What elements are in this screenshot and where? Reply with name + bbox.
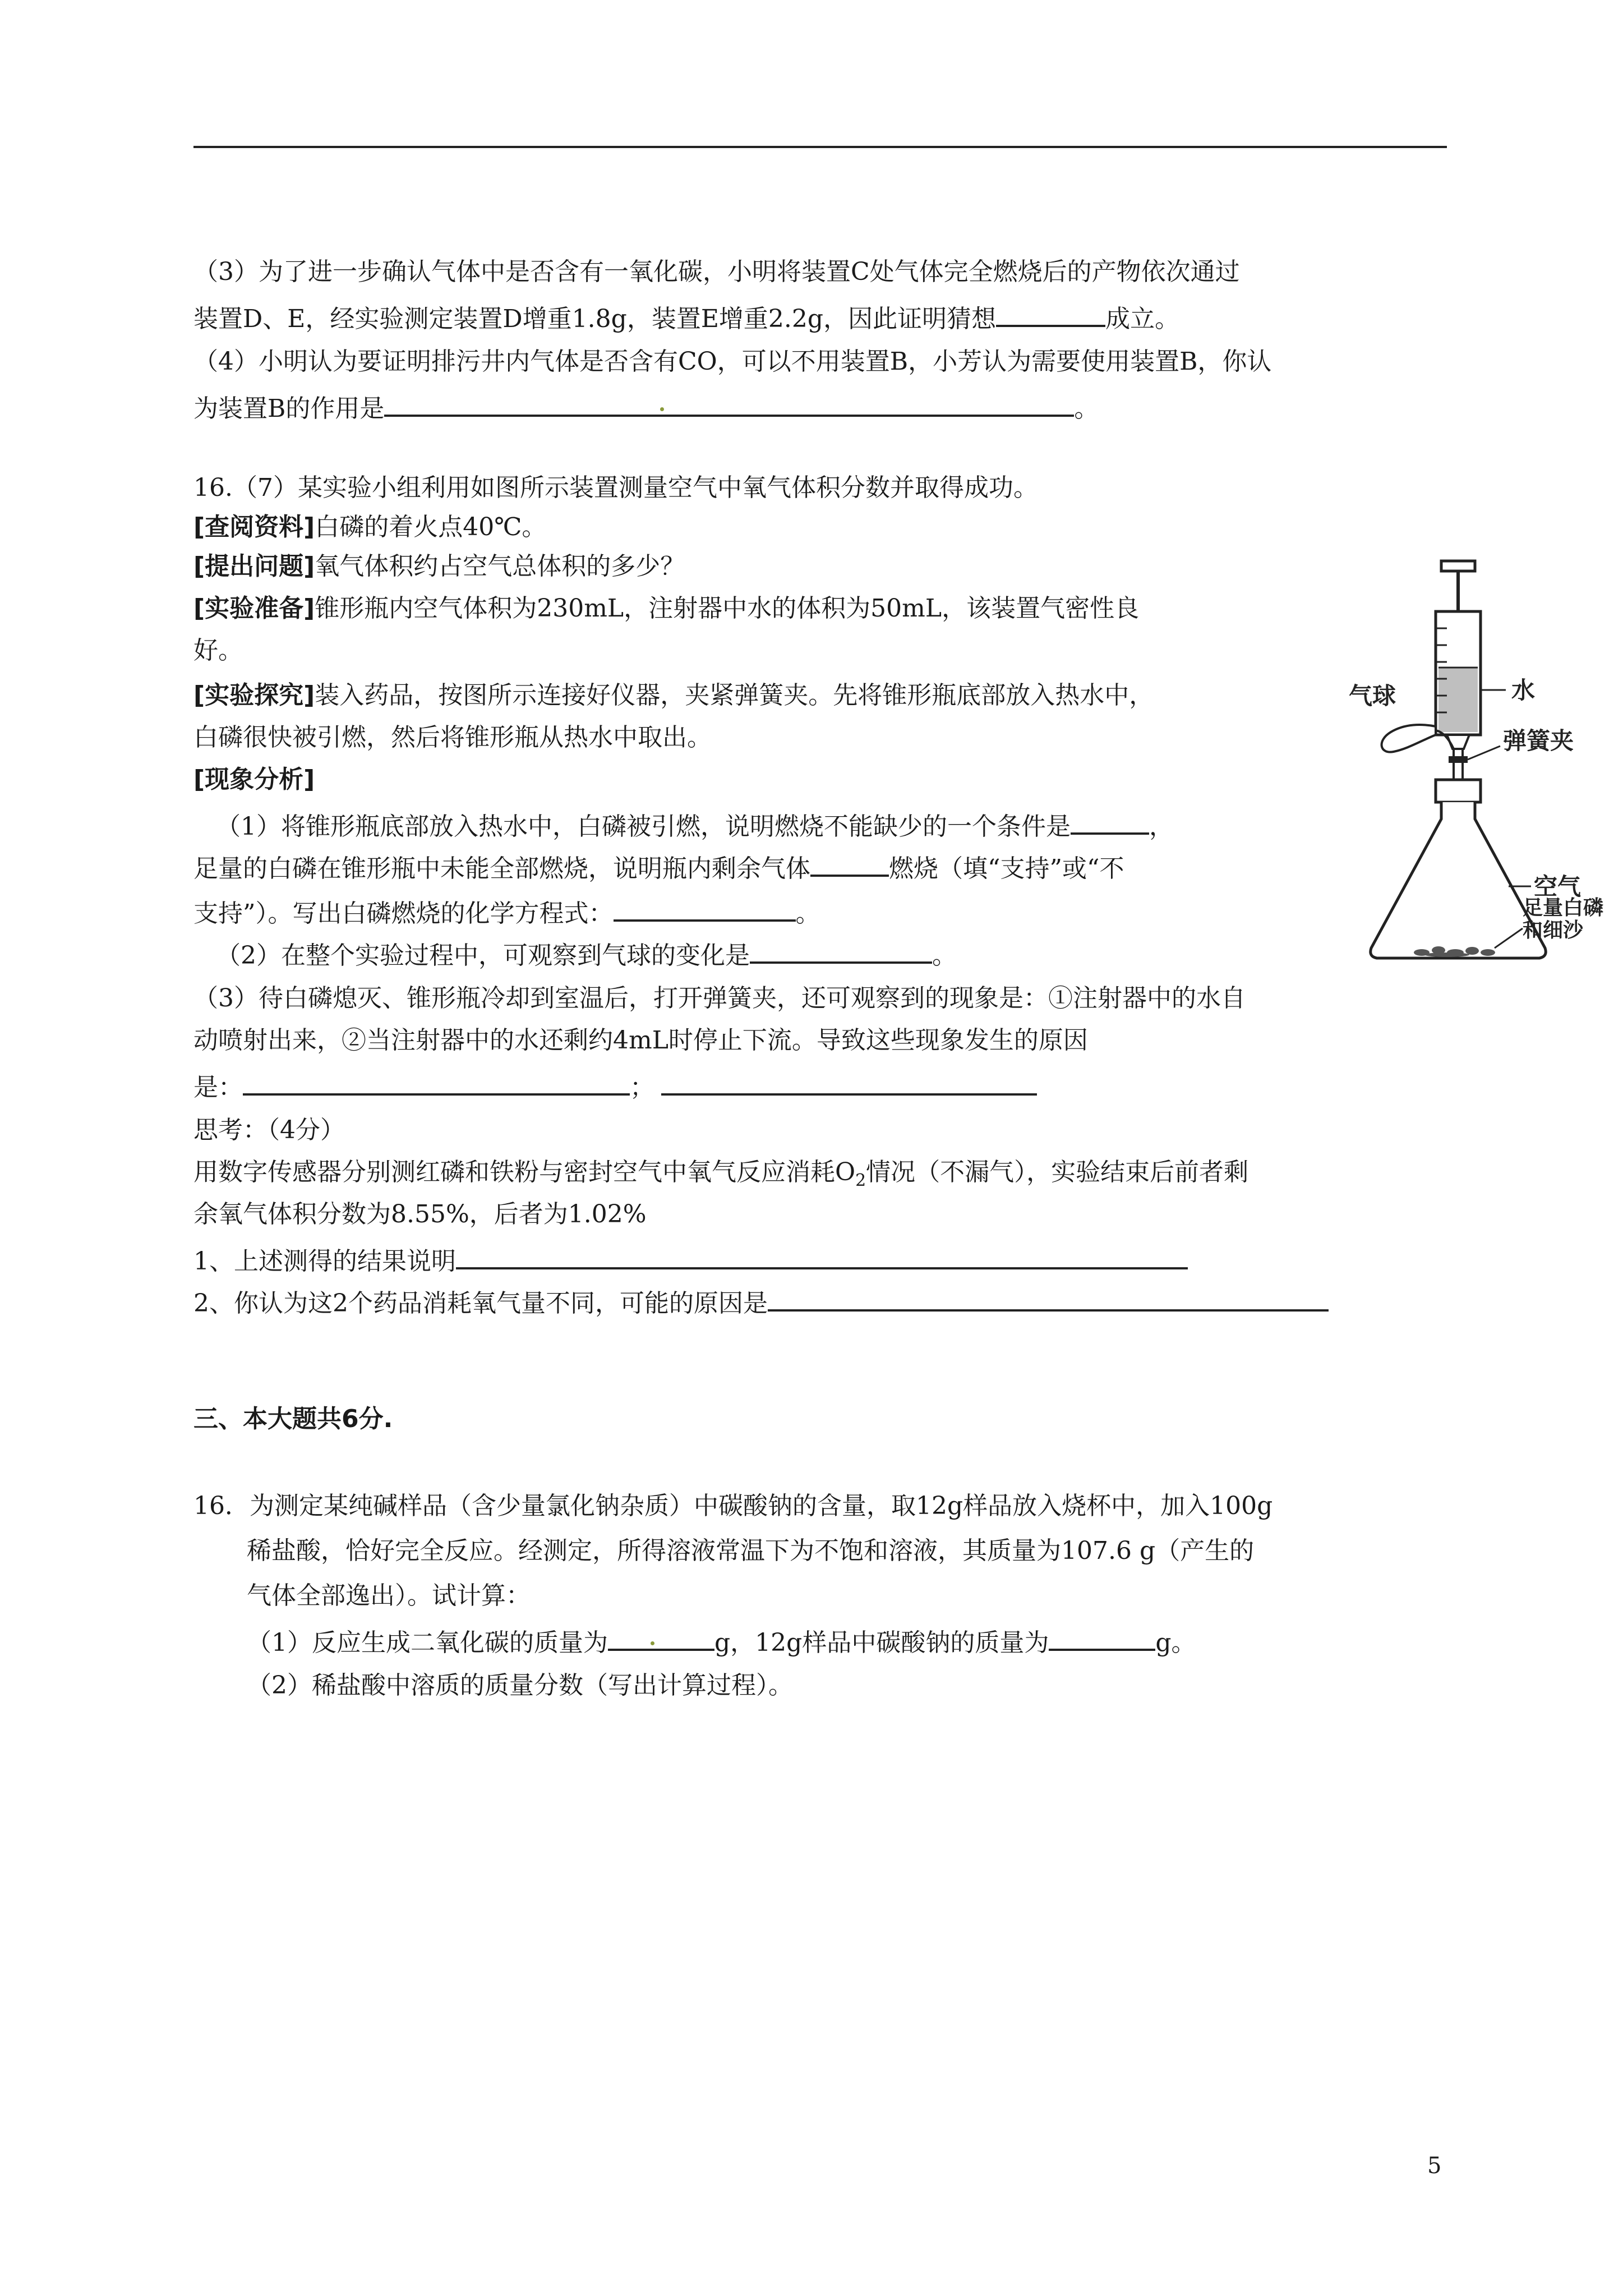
q16-explore-line2: 白磷很快被引燃，然后将锥形瓶从热水中取出。	[193, 723, 712, 752]
conical-flask	[1371, 802, 1546, 958]
apparatus-figure	[1338, 555, 1604, 993]
q15-part3-line1: （3）为了进一步确认气体中是否含有一氧化碳，小明将装置C处气体完全燃烧后的产物依次通过	[193, 257, 1240, 286]
label-clamp: 弹簧夹	[1503, 727, 1574, 754]
label-water: 水	[1511, 677, 1536, 704]
q16-think-item2: 2、你认为这2个药品消耗氧气量不同，可能的原因是	[193, 1285, 1329, 1320]
q16-think-item1: 1、上述测得的结果说明	[193, 1243, 1188, 1278]
q16-think-line1: 用数字传感器分别测红磷和铁粉与密封空气中氧气反应消耗$O_2$情况（不漏气），实验结束后前者剩	[193, 1158, 1249, 1190]
q16-think-line2: 余氧气体积分数为8.55%，后者为1.02%	[193, 1200, 647, 1228]
answer-blank-device-b-role[interactable]	[384, 390, 1074, 417]
q16-analysis1-line1: （1）将锥形瓶底部放入热水中，白磷被引燃，说明燃烧不能缺少的一个条件是 ，	[216, 808, 1174, 844]
answer-blank-result-meaning[interactable]	[456, 1243, 1188, 1269]
label-balloon: 气球	[1349, 682, 1396, 710]
answer-blank-possible-reason[interactable]	[768, 1285, 1329, 1312]
balloon	[1382, 725, 1436, 752]
answer-blank-reason-1[interactable]	[243, 1069, 630, 1096]
answer-blank-combustion-condition[interactable]	[1071, 808, 1149, 835]
stopper	[1436, 780, 1481, 802]
q16b-line1: 16．为测定某纯碱样品（含少量氯化钠杂质）中碳酸钠的含量，取12g样品放入烧杯中，加入100g	[193, 1492, 1273, 1520]
q16-analysis3-line3: 是： ；	[193, 1069, 1037, 1105]
apparatus-drawing	[1338, 555, 1604, 993]
q16-question: [提出问题]氧气体积约占空气总体积的多少？	[193, 552, 685, 581]
q15-part4-line2: 为装置B的作用是 。	[193, 390, 1099, 426]
q16-think-label: 思考：（4分）	[193, 1116, 345, 1144]
q16-title: 16.（7）某实验小组利用如图所示装置测量空气中氧气体积分数并取得成功。	[193, 473, 1038, 502]
page-number: 5	[1427, 2153, 1442, 2179]
q16b-line3: 气体全部逸出）。试计算：	[247, 1581, 531, 1610]
q16-prep-line1: [实验准备]锥形瓶内空气体积为230mL，注射器中水的体积为50mL，该装置气密性良	[193, 594, 1140, 623]
label-air: 空气	[1534, 873, 1581, 900]
answer-blank-equation[interactable]	[614, 895, 796, 922]
section3-title: 三、本大题共6分.	[193, 1405, 393, 1433]
header-rule	[193, 146, 1447, 148]
spring-clamp	[1449, 756, 1468, 763]
label-phosphorus-2: 和细沙	[1523, 919, 1584, 942]
q15-part3-line2: 装置D、E，经实验测定装置D增重1.8g，装置E增重2.2g，因此证明猜想 成立。	[193, 300, 1179, 336]
answer-blank-support-combustion[interactable]	[810, 850, 889, 877]
q16-analysis1-line3: 支持”）。写出白磷燃烧的化学方程式： 。	[193, 895, 820, 931]
q16-reference: [查阅资料]白磷的着火点40℃。	[193, 513, 547, 541]
syringe-water	[1438, 668, 1478, 732]
q16b-sub2: （2）稀盐酸中溶质的质量分数（写出计算过程）。	[247, 1671, 793, 1700]
label-phosphorus-1: 足量白磷	[1523, 896, 1604, 919]
answer-blank-hypothesis[interactable]	[996, 300, 1105, 327]
q16-prep-line2: 好。	[193, 636, 243, 665]
answer-blank-balloon-change[interactable]	[750, 937, 932, 964]
plunger-handle	[1441, 561, 1475, 571]
answer-blank-co2-mass[interactable]	[608, 1624, 714, 1651]
q16b-line2: 稀盐酸，恰好完全反应。经测定，所得溶液常温下为不饱和溶液，其质量为107.6 g（产生的	[247, 1536, 1255, 1565]
q16b-sub1: （1）反应生成二氧化碳的质量为 g，12g样品中碳酸钠的质量为 g。	[247, 1624, 1196, 1660]
q16-analysis3-line1: （3）待白磷熄灭、锥形瓶冷却到室温后，打开弹簧夹，还可观察到的现象是：①注射器中的水自	[193, 984, 1246, 1013]
answer-blank-na2co3-mass[interactable]	[1049, 1624, 1155, 1651]
q16-analysis1-line2: 足量的白磷在锥形瓶中未能全部燃烧，说明瓶内剩余气体 燃烧（填“支持”或“不	[193, 850, 1124, 886]
rubber-tube	[1454, 749, 1463, 780]
q16-analysis3-line2: 动喷射出来，②当注射器中的水还剩约4mL时停止下流。导致这些现象发生的原因	[193, 1026, 1088, 1055]
q16-analysis2: （2）在整个实验过程中，可观察到气球的变化是 。	[216, 937, 957, 973]
answer-blank-reason-2[interactable]	[661, 1069, 1037, 1096]
q16-explore-line1: [实验探究]装入药品，按图所示连接好仪器，夹紧弹簧夹。先将锥形瓶底部放入热水中，	[193, 681, 1154, 710]
q16-analysis-label: [现象分析]	[193, 765, 315, 794]
q15-part4-line1: （4）小明认为要证明排污井内气体是否含有CO，可以不用装置B，小芳认为需要使用装置B，你认	[193, 347, 1272, 376]
